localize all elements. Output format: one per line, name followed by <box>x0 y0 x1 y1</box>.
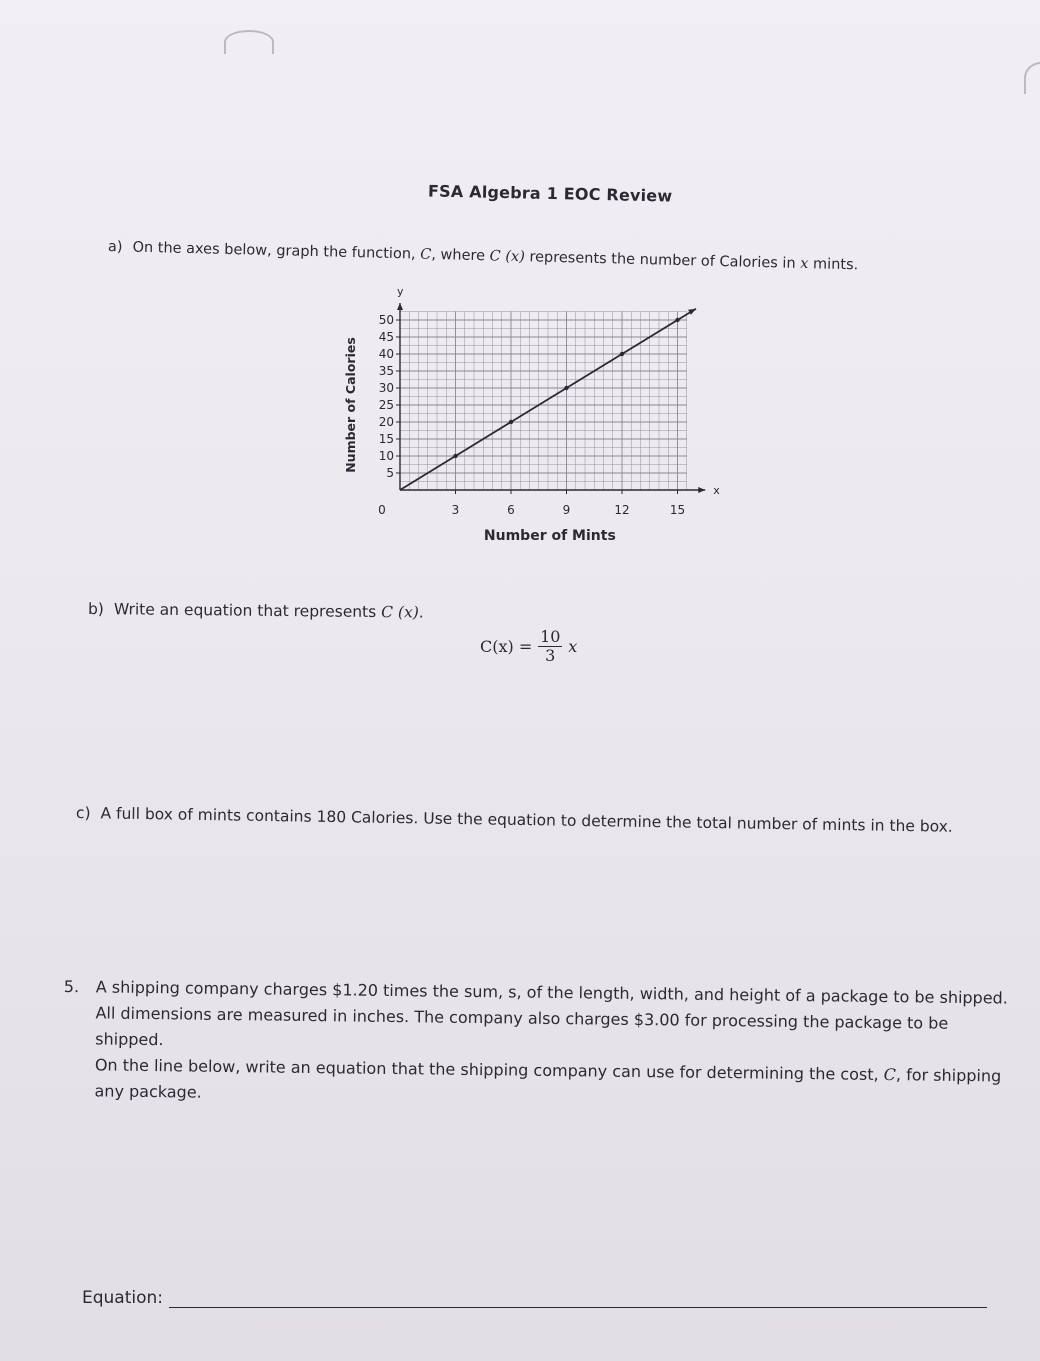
question-b <box>88 598 424 624</box>
y-tick-label: 15 <box>378 432 394 446</box>
page-title: FSA Algebra 1 EOC Review <box>427 181 673 206</box>
data-point <box>564 386 568 390</box>
y-axis-letter: y <box>397 285 404 298</box>
question-b-letter: b) <box>87 600 104 619</box>
question-a-text-2: , where <box>431 246 490 265</box>
question-a-var: x <box>800 255 809 273</box>
x-tick-label: 6 <box>507 503 515 517</box>
data-point <box>509 420 513 424</box>
y-tick-label: 25 <box>378 398 394 412</box>
question-5 <box>62 974 1014 1116</box>
question-b-fn-call: C (x) <box>381 603 419 622</box>
equation-answer-line[interactable] <box>169 1285 987 1308</box>
hole-punch-mark <box>224 30 274 54</box>
x-axis-letter: x <box>713 484 720 497</box>
x-tick-label: 3 <box>451 503 460 517</box>
question-c-letter: c) <box>75 804 91 823</box>
question-a-letter: a) <box>107 239 123 256</box>
x-tick-label: 15 <box>669 503 686 517</box>
y-tick-label: 45 <box>378 330 394 344</box>
question-a-fn-call: C (x) <box>489 248 526 266</box>
question-5-line-2: All dimensions are measured in inches. The company also charges $3.00 for processing the package to be <box>95 1003 949 1033</box>
equation-variable: x <box>568 637 578 656</box>
question-5-line-4-b: , for shipping <box>895 1065 1002 1086</box>
data-point <box>675 318 679 322</box>
question-5-body <box>94 974 1014 1115</box>
question-a-fn: C <box>419 246 432 263</box>
y-tick-label: 20 <box>378 415 394 429</box>
fraction-denominator: 3 <box>545 646 556 665</box>
calories-chart <box>330 270 750 560</box>
question-5-line-4-var: C <box>883 1065 897 1085</box>
question-5-line-3: shipped. <box>95 1029 164 1050</box>
question-a-text-4: mints. <box>808 256 859 274</box>
question-b-end: . <box>418 603 424 622</box>
data-point <box>453 454 457 458</box>
equation-label: Equation: <box>82 1288 164 1308</box>
data-point <box>620 352 624 356</box>
x-axis-title: Number of Mints <box>483 528 616 544</box>
y-tick-label: 10 <box>378 449 394 463</box>
question-5-line-1: A shipping company charges $1.20 times the sum, s, of the length, width, and height of a package to be shipped. <box>95 977 1008 1008</box>
y-tick-label: 50 <box>378 313 394 327</box>
question-b-text: Write an equation that represents <box>113 600 382 622</box>
equation-lhs: C(x) = <box>480 637 533 656</box>
question-5-number: 5. <box>63 976 80 997</box>
y-axis-title: Number of Calories <box>343 337 358 473</box>
question-5-line-5: any package. <box>94 1081 202 1102</box>
question-5-line-4-a: On the line below, write an equation that the shipping company can use for determining the cost, <box>94 1055 884 1085</box>
question-c <box>76 802 953 838</box>
hole-punch-mark-right <box>1024 62 1040 94</box>
question-c-text: A full box of mints contains 180 Calories. Use the equation to determine the total number of mints in the box. <box>100 804 953 836</box>
fraction-numerator: 10 <box>540 627 561 646</box>
equation-answer-row <box>82 1285 987 1308</box>
y-tick-label: 5 <box>386 466 394 480</box>
question-a-text-1: On the axes below, graph the function, <box>132 239 421 263</box>
y-axis-arrow <box>397 303 403 310</box>
x-axis-arrow <box>698 487 705 493</box>
y-tick-label: 35 <box>378 364 394 378</box>
origin-label: 0 <box>378 503 386 517</box>
question-a-text-3: represents the number of Calories in <box>524 249 801 272</box>
x-tick-label: 12 <box>614 503 630 517</box>
x-tick-label: 9 <box>562 503 571 517</box>
y-tick-label: 40 <box>378 347 394 361</box>
answer-b-equation <box>480 628 577 665</box>
y-tick-label: 30 <box>378 381 394 395</box>
equation-fraction <box>538 628 562 665</box>
